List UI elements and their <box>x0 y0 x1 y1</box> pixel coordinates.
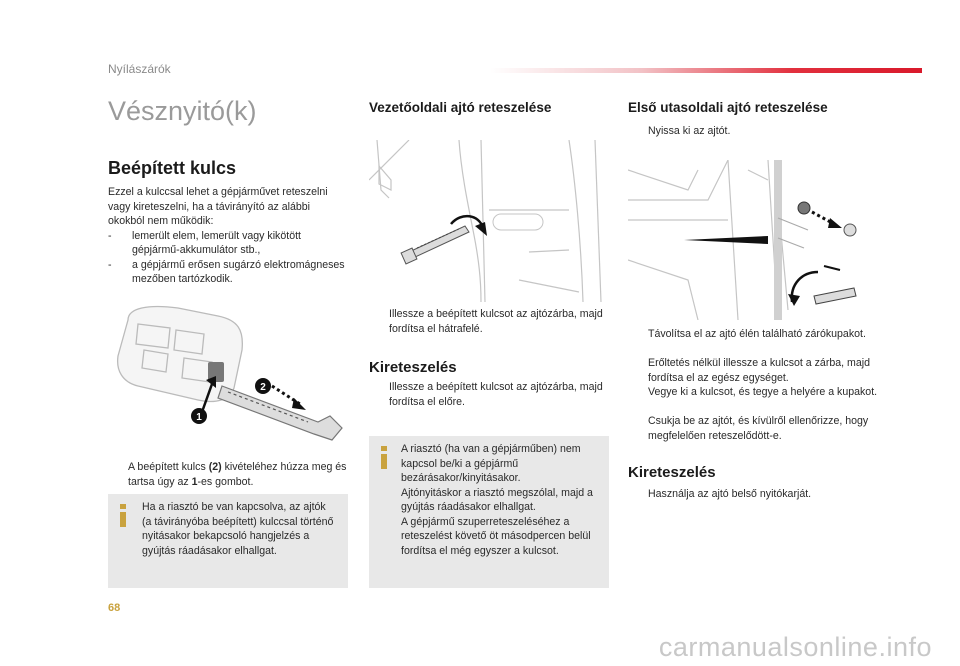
bullet-bold: 1 <box>191 475 198 488</box>
page-title: Vésznyitó(k) <box>108 96 257 126</box>
bullet-text: Illessze a beépített kulcsot az ajtózárba, majd fordítsa el hátrafelé. <box>389 308 603 335</box>
bullet-text: A beépített kulcs <box>128 461 209 473</box>
info-box <box>108 494 348 588</box>
bullet-item <box>369 380 617 409</box>
bullet-item <box>628 124 880 139</box>
passenger-door-illustration <box>628 160 868 320</box>
info-box <box>369 436 609 588</box>
bullet-text: Vegye ki a kulcsot, és tegye a helyére a kupakot. <box>648 386 878 398</box>
info-text: A riasztó (ha van a gépjárműben) nem kapcsol be/ki a gépjármű bezárásakor/kinyitásakor. Ajtónyitáskor a riasztó megszólal, majd a gyújtás ráadásakor elhallgat. A gépjármű szuperreteszeléséhez a reteszelést követő öt másodpercen belül fordítsa el még egyszer a kulcsot. <box>401 443 593 557</box>
passenger-door-heading: Első utasoldali ajtó reteszelése <box>628 100 828 115</box>
reason-item: - lemerült elem, lemerült vagy kikötött gépjármű-akkumulátor stb., <box>108 229 301 256</box>
reason-text: a gépjármű erősen sugárzó elektromágneses mezőben tartózkodik. <box>132 258 345 285</box>
bullet-item <box>628 327 880 342</box>
reason-item: - a gépjármű erősen sugárzó elektromágneses mezőben tartózkodik. <box>108 258 345 285</box>
key-fob-illustration <box>108 300 348 450</box>
bullet-text: Illessze a beépített kulcsot az ajtózárba, majd fordítsa el előre. <box>389 381 603 408</box>
bullet-text: -es gombot. <box>197 475 254 488</box>
builtin-key-heading: Beépített kulcs <box>108 158 237 178</box>
driver-door-illustration <box>369 140 609 302</box>
info-text: Ha a riasztó be van kapcsolva, az ajtók (a távirányóba beépített) kulccsal történő nyitásakor bekapcsoló hangjelzés a gyújtás ráadásakor elhallgat. <box>142 501 334 557</box>
info-i-icon <box>120 504 126 528</box>
key-marker-2-label: 2 <box>260 382 266 393</box>
bullet-item <box>369 307 617 336</box>
bullet-text: Csukja be az ajtót, és kívülről ellenőrizze, hogy megfelelően reteszelődött-e. <box>648 415 869 442</box>
watermark: carmanualsonline.info <box>658 632 932 662</box>
section-label: Nyílászárók <box>108 62 171 76</box>
info-i-icon <box>381 446 387 470</box>
intro-text: Ezzel a kulccsal lehet a gépjárművet reteszelni vagy kireteszelni, ha a távirányító az alábbi okokból nem működik: <box>108 186 328 227</box>
unlock-heading: Kireteszelés <box>369 359 457 376</box>
header-accent-bar <box>490 68 922 73</box>
bullet-item <box>628 414 880 443</box>
bullet-text: Erőltetés nélkül illessze a kulcsot a zárba, majd fordítsa el az egész egységet. <box>648 357 870 384</box>
driver-door-heading: Vezetőoldali ajtó reteszelése <box>369 100 552 115</box>
bullet-text: kivételéhez húzza meg és tartsa úgy az <box>128 461 347 488</box>
bullet-text: Távolítsa el az ajtó élén található zárókupakot. <box>648 328 866 340</box>
bullet-text: Használja az ajtó belső nyitókarját. <box>648 488 812 500</box>
bullet-text: Nyissa ki az ajtót. <box>648 125 731 137</box>
page-number: 68 <box>108 602 121 614</box>
bullet-bold: (2) <box>208 461 222 473</box>
unlock-heading: Kireteszelés <box>628 464 716 481</box>
bullet-item <box>108 460 348 489</box>
bullet-item <box>628 356 880 385</box>
reason-text: lemerült elem, lemerült vagy kikötött gépjármű-akkumulátor stb., <box>132 229 301 256</box>
bullet-item <box>628 487 880 502</box>
bullet-item <box>628 385 880 400</box>
builtin-key-intro <box>108 185 348 287</box>
key-marker-1-label: 1 <box>196 412 202 423</box>
